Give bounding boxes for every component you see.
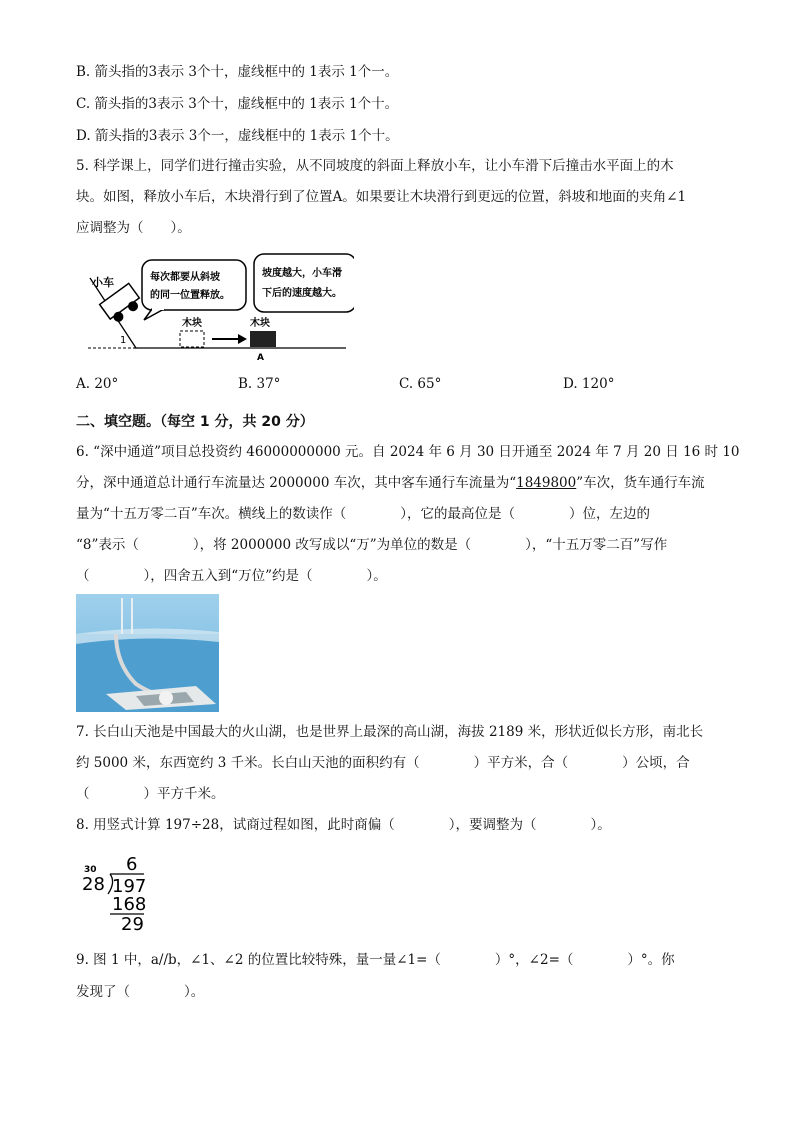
q9-text-line-2: 发现了（ ）。 bbox=[76, 984, 205, 1000]
q5-option-a: A. 20° bbox=[76, 376, 119, 392]
q6-text-line-1: 6. “深中通道”项目总投资约 46000000000 元。自 2024 年 6 月 30 日开通至 2024 年 7 月 20 日 16 时 10 bbox=[76, 444, 740, 460]
position-a-label: A bbox=[257, 353, 264, 362]
block-label-end: 木块 bbox=[250, 318, 270, 329]
q5-text-line-1: 5. 科学课上，同学们进行撞击实验，从不同坡度的斜面上释放小车，让小车滑下后撞击水平面上的木 bbox=[76, 158, 674, 174]
q6-text-line-3: 量为“十五万零二百”车次。横线上的数读作（ ），它的最高位是（ ）位，左边的 bbox=[76, 506, 651, 522]
q4-option-d: D. 箭头指的3表示 3个一，虚线框中的 1表示 1个十。 bbox=[76, 128, 399, 144]
bubble2-line2: 下后的速度越大。 bbox=[262, 288, 342, 299]
q6-text-line-4: “8”表示（ ），将 2000000 改写成以“万”为单位的数是（ ），“十五万零二百”写作 bbox=[76, 537, 668, 553]
q9-text-line-1: 9. 图 1 中，a//b，∠1、∠2 的位置比较特殊，量一量∠1=（ ）°，∠2=（ ）°。你 bbox=[76, 952, 675, 968]
q5-option-d: D. 120° bbox=[563, 376, 615, 392]
product: 168 bbox=[112, 894, 147, 915]
long-division-figure bbox=[80, 852, 150, 932]
q7-text-line-2: 约 5000 米，东西宽约 3 千米。长白山天池的面积约有（ ）平方米，合（ ）公顷，合 bbox=[76, 755, 690, 771]
q5-option-c: C. 65° bbox=[399, 376, 442, 392]
estimate-label: 30 bbox=[84, 865, 97, 875]
q5-figure bbox=[84, 252, 354, 362]
bridge-photo bbox=[76, 594, 219, 712]
quotient: 6 bbox=[126, 854, 138, 875]
q5-text-line-2: 块。如图，释放小车后，木块滑行到了位置A。如果要让木块滑行到更远的位置，斜坡和地面的夹角∠1 bbox=[76, 189, 687, 205]
bubble1-line2: 的同一位置释放。 bbox=[150, 290, 230, 301]
q7-text-line-3: （ ）平方千米。 bbox=[76, 786, 225, 802]
angle-1-label: 1 bbox=[120, 335, 127, 346]
q6-text-line-5: （ ），四舍五入到“万位”约是（ ）。 bbox=[76, 568, 387, 584]
remainder: 29 bbox=[121, 914, 144, 932]
bubble2-line1: 坡度越大，小车滑 bbox=[262, 268, 342, 279]
q5-option-b: B. 37° bbox=[238, 376, 281, 392]
q7-text-line-1: 7. 长白山天池是中国最大的火山湖，也是世界上最深的高山湖，海拔 2189 米，形状近似长方形，南北长 bbox=[76, 724, 704, 740]
underlined-number: 1849800 bbox=[516, 475, 577, 491]
dividend: 197 bbox=[112, 876, 147, 897]
block-label-start: 木块 bbox=[182, 318, 202, 329]
q4-option-b: B. 箭头指的3表示 3个十，虚线框中的 1表示 1个一。 bbox=[76, 64, 399, 80]
bubble1-line1: 每次都要从斜坡 bbox=[150, 272, 220, 283]
q8-text-line-1: 8. 用竖式计算 197÷28，试商过程如图，此时商偏（ ），要调整为（ ）。 bbox=[76, 817, 611, 833]
q6-text-line-2: 分，深中通道总计通行车流量达 2000000 车次，其中客车通行车流量为“1849800”车次，货车通行车流 bbox=[76, 475, 705, 491]
section-2-heading: 二、填空题。（每空 1 分，共 20 分） bbox=[76, 414, 314, 430]
q4-option-c: C. 箭头指的3表示 3个十，虚线框中的 1表示 1个十。 bbox=[76, 96, 399, 112]
divisor: 28 bbox=[82, 874, 105, 895]
q5-text-line-3: 应调整为（ ）。 bbox=[76, 220, 191, 236]
cart-label: 小车 bbox=[92, 276, 114, 289]
